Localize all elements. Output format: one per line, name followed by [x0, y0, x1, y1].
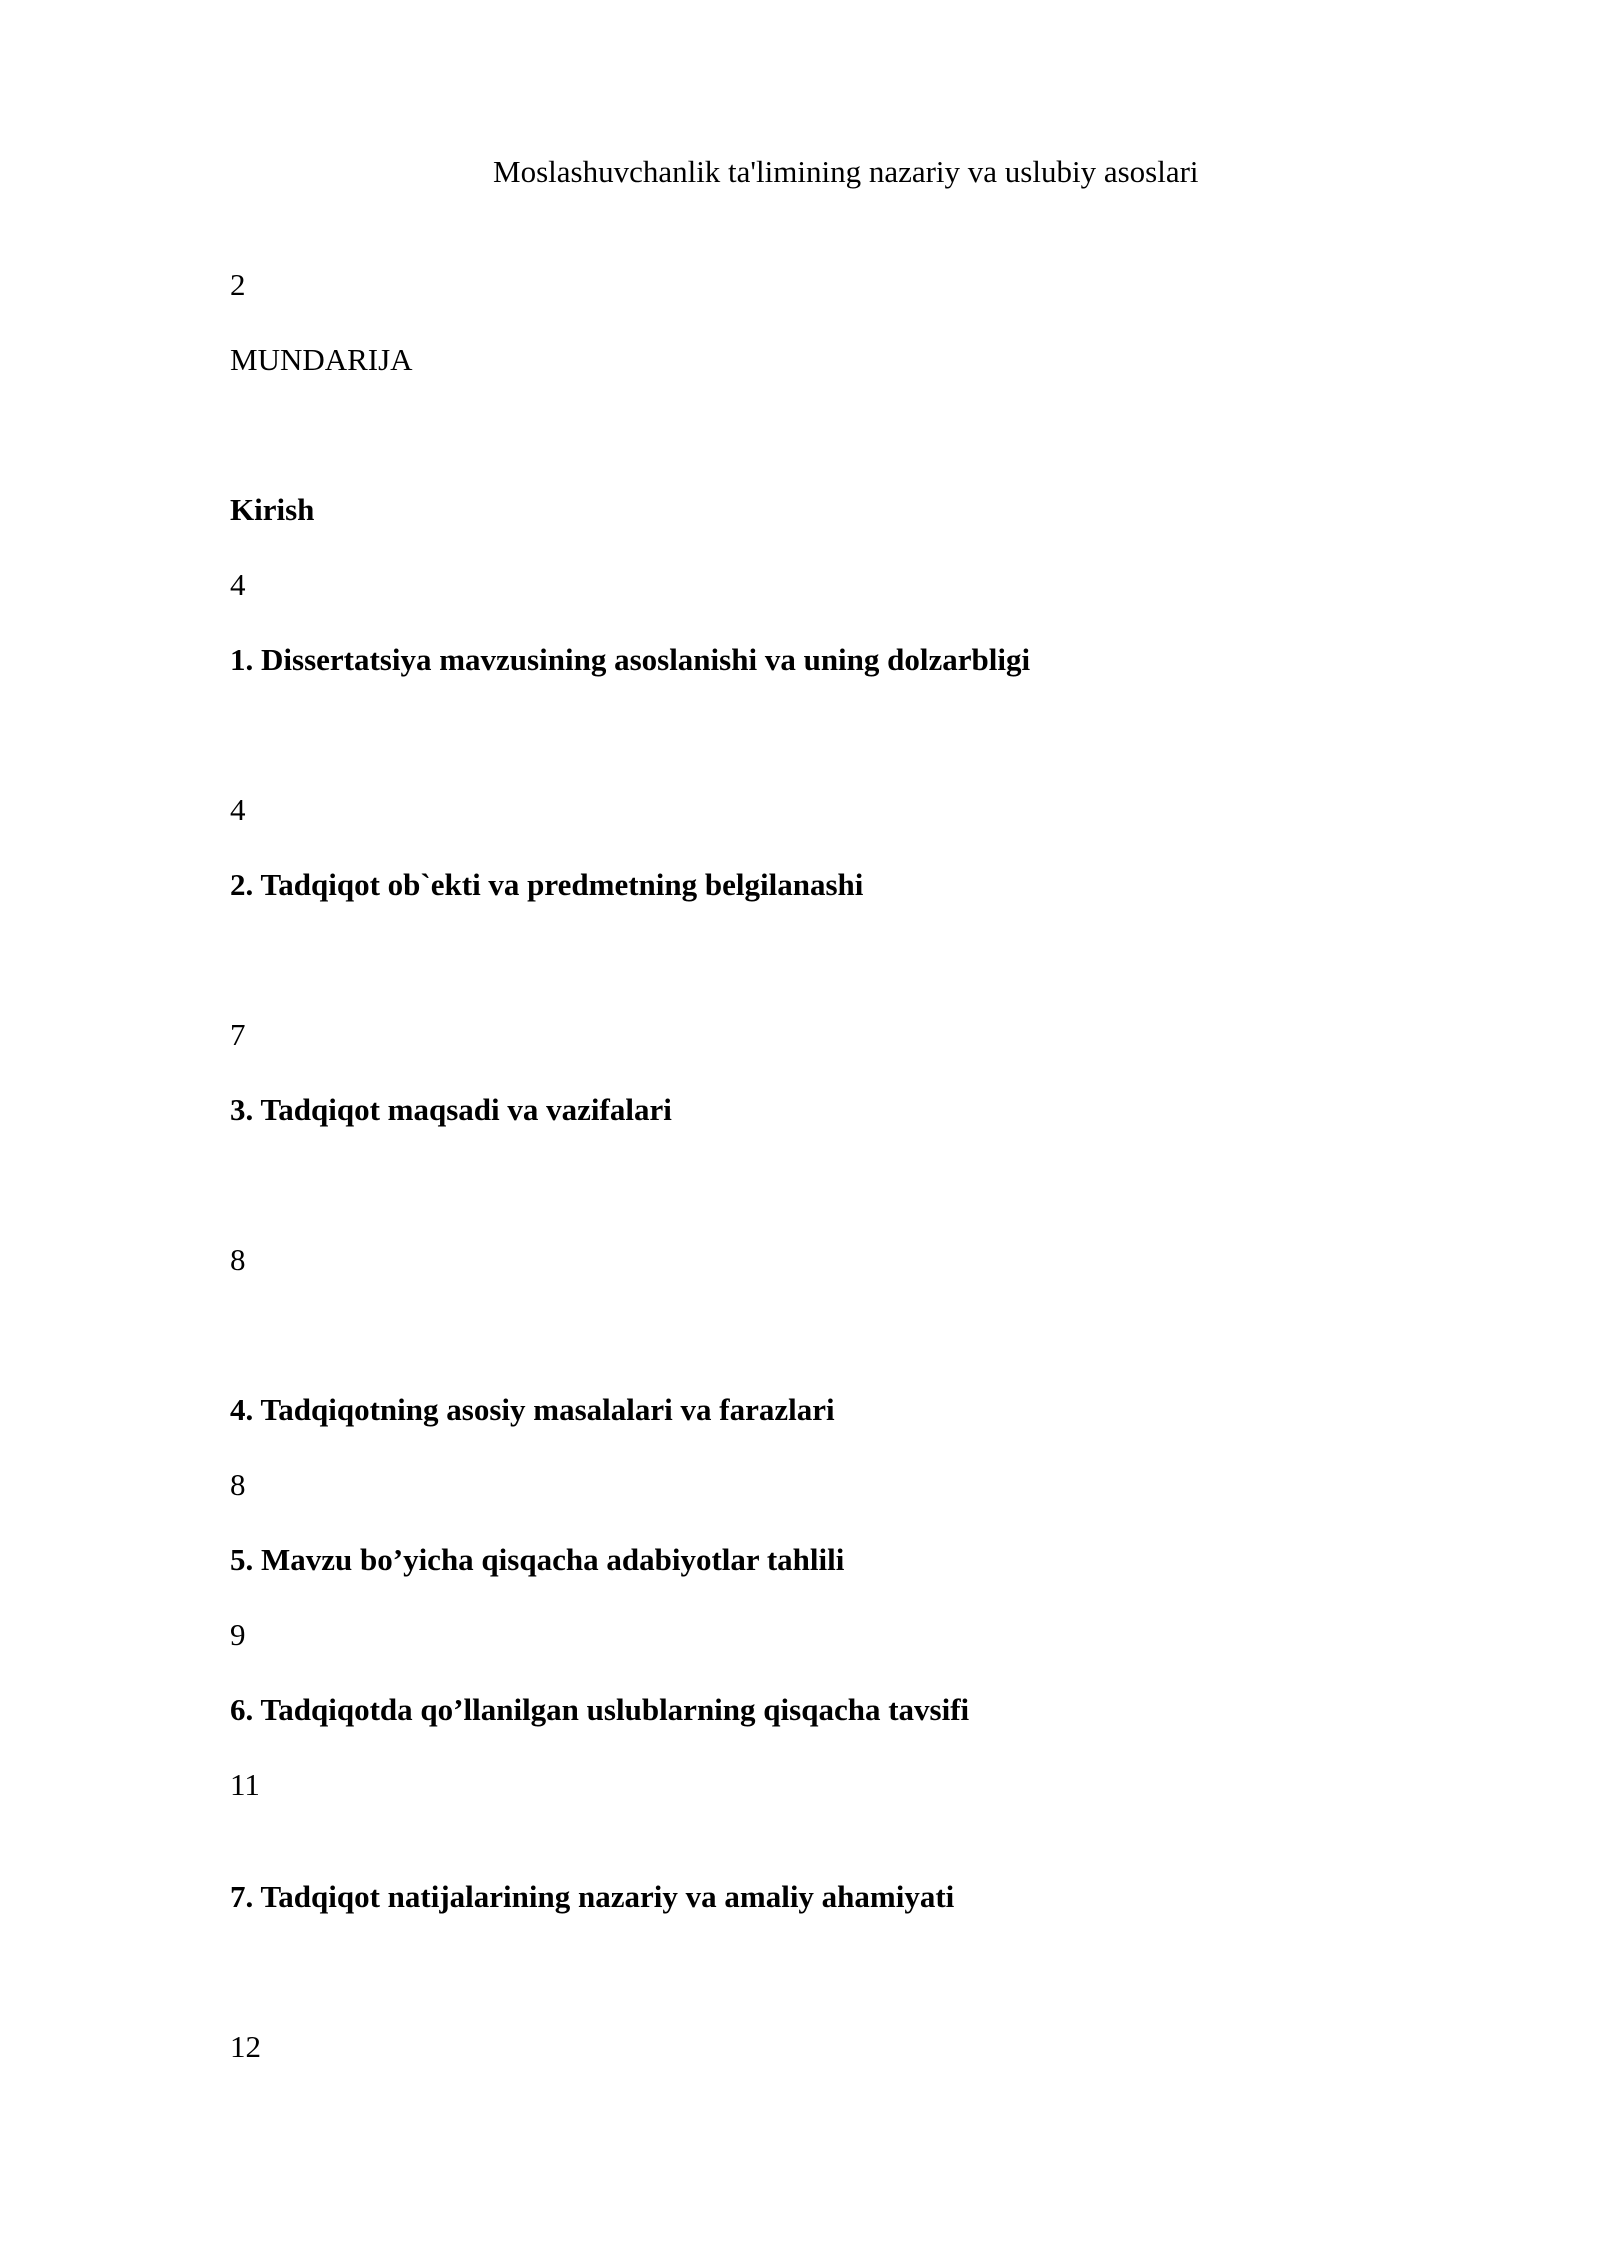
toc-entry-title: 7. Tadqiqot natijalarining nazariy va amaliy ahamiyati [230, 1879, 955, 1914]
toc-entry-page: 4 [230, 792, 246, 827]
toc-entry-page: 8 [230, 1242, 246, 1277]
toc-entry-title: 3. Tadqiqot maqsadi va vazifalari [230, 1092, 672, 1127]
toc-entry-title: Kirish [230, 492, 315, 527]
toc-entry-page: 11 [230, 1767, 260, 1802]
toc-entry-title: 2. Tadqiqot ob`ekti va predmetning belgilanashi [230, 867, 864, 902]
page-number: 2 [230, 267, 246, 302]
document-header-title: Moslashuvchanlik ta'limining nazariy va uslubiy asoslari [493, 154, 1199, 189]
toc-entry-title: 6. Tadqiqotda qo’llanilgan uslublarning qisqacha tavsifi [230, 1692, 970, 1727]
toc-entry-title: 1. Dissertatsiya mavzusining asoslanishi va uning dolzarbligi [230, 642, 1031, 677]
toc-entry-title: 5. Mavzu bo’yicha qisqacha adabiyotlar tahlili [230, 1542, 845, 1577]
toc-entry-page: 4 [230, 567, 246, 602]
toc-heading: MUNDARIJA [230, 342, 413, 377]
toc-entry-page: 7 [230, 1017, 246, 1052]
toc-entry-page: 8 [230, 1467, 246, 1502]
toc-entry-page: 9 [230, 1617, 246, 1652]
toc-entry-title: 4. Tadqiqotning asosiy masalalari va farazlari [230, 1392, 835, 1427]
toc-entry-page: 12 [230, 2029, 261, 2064]
